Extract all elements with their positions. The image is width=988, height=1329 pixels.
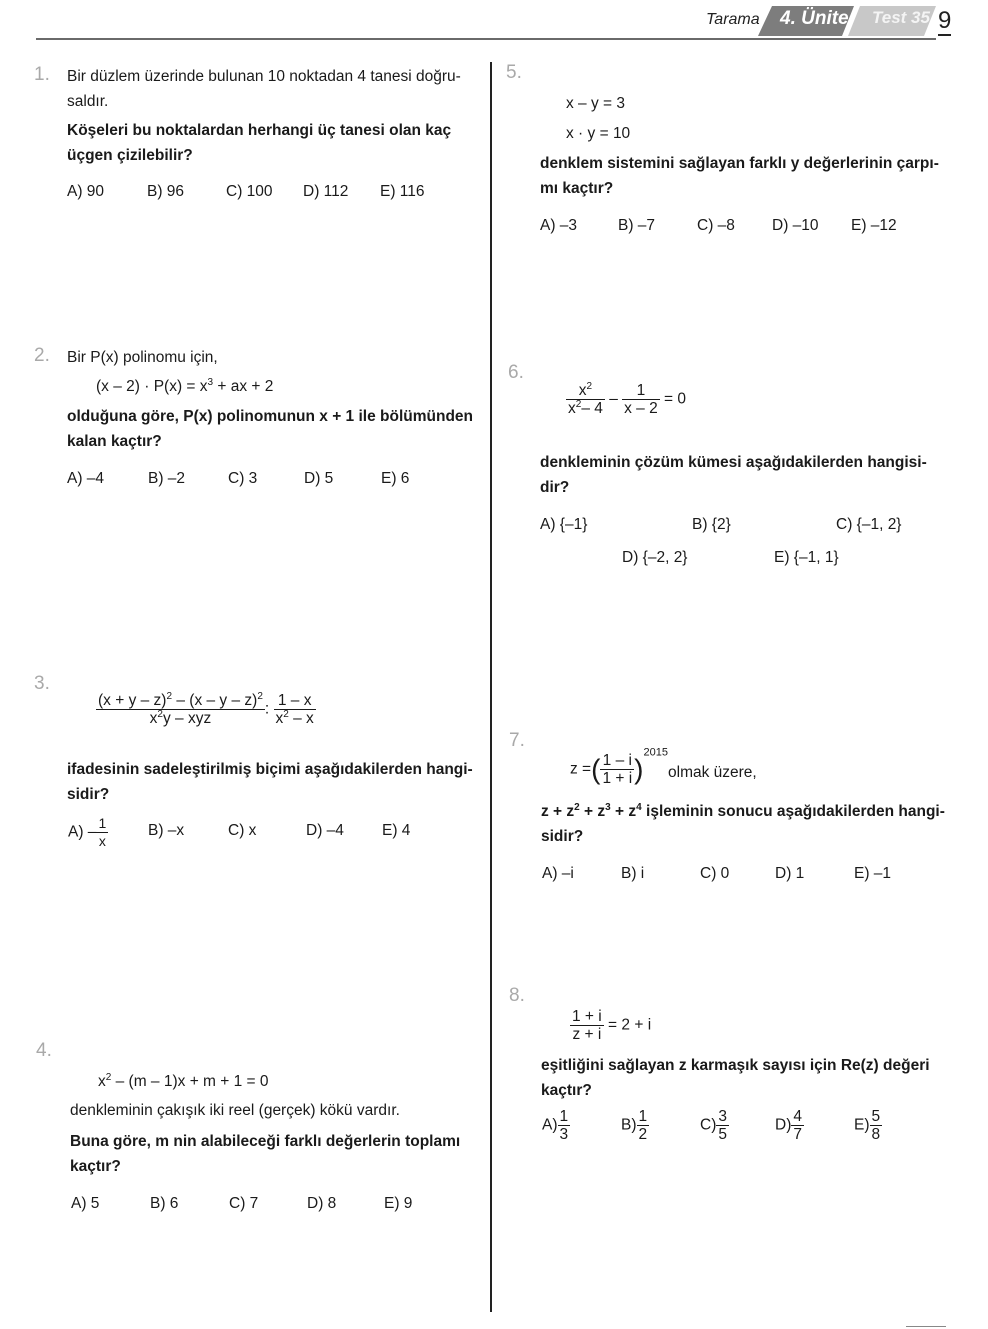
- q5-option-c[interactable]: C) –8: [697, 217, 735, 234]
- q3-number: 3.: [34, 673, 50, 694]
- q7-option-a[interactable]: A) –i: [542, 865, 574, 882]
- q8-option-a[interactable]: [542, 1108, 570, 1143]
- column-divider: [490, 62, 492, 1312]
- q4-text-line1: denkleminin çakışık iki reel (gerçek) kökü vardır.: [70, 1102, 400, 1119]
- header-rule: [36, 38, 936, 40]
- q5-question-line2: mı kaçtır?: [540, 180, 614, 197]
- q6-equation: $\frac{x^2}{x^2- 4}$ – $\frac{1}{x - 2}$ = 0: [568, 380, 687, 417]
- q4-question-line2: kaçtır?: [70, 1158, 121, 1175]
- q4-option-e[interactable]: E) 9: [384, 1195, 413, 1212]
- unite-label: 4. Ünite: [780, 8, 849, 29]
- page-number: 9: [938, 7, 952, 34]
- q6-option-b[interactable]: B) {2}: [692, 516, 731, 533]
- q2-option-c[interactable]: C) 3: [228, 470, 258, 487]
- q6-option-d[interactable]: D) {–2, 2}: [622, 549, 688, 566]
- q8-option-b-num: 1: [638, 1108, 648, 1125]
- q8-option-c-den: 5: [718, 1126, 727, 1143]
- q1-text-line1: Bir düzlem üzerinde bulunan 10 noktadan 4 tanesi doğru-: [67, 68, 461, 85]
- q7-option-b[interactable]: B) i: [621, 865, 645, 882]
- q6-question-line2: dir?: [540, 479, 570, 496]
- q8-option-e-den: 8: [871, 1126, 881, 1143]
- q1-question-line1: Köşeleri bu noktalardan herhangi üç tanesi olan kaç: [67, 122, 452, 139]
- q2-text-line1: Bir P(x) polinomu için,: [67, 349, 218, 366]
- q4-question-line1: Buna göre, m nin alabileceği farklı değerlerin toplamı: [70, 1133, 461, 1150]
- q8-option-c[interactable]: [700, 1108, 729, 1143]
- q1-option-b[interactable]: B) 96: [147, 183, 185, 200]
- q3-option-d[interactable]: D) –4: [306, 822, 344, 839]
- header-tarama: Tarama: [706, 11, 760, 28]
- q8-option-b[interactable]: [621, 1108, 649, 1143]
- q7-question-line1: $z + z^2 + z^3 + z^4$ işleminin sonucu aşağıdakilerden hangi-: [541, 801, 945, 820]
- q4-option-c[interactable]: C) 7: [229, 1195, 259, 1212]
- q4-equation: $x^2 - (m - 1)x + m + 1 = 0$: [98, 1071, 269, 1090]
- q8-number: 8.: [509, 985, 525, 1006]
- q2-option-e[interactable]: E) 6: [381, 470, 410, 487]
- q3-question-line2: sidir?: [67, 786, 110, 803]
- q3-option-a-prefix: A) –: [68, 823, 97, 841]
- q3-option-b[interactable]: B) –x: [148, 822, 185, 839]
- q5-equation2: x · y = 10: [566, 125, 631, 142]
- q2-number: 2.: [34, 345, 50, 366]
- q8-question-line2: kaçtır?: [541, 1082, 592, 1099]
- q2-question-line1: olduğuna göre, P(x) polinomunun x + 1 ile bölümünden: [67, 408, 474, 425]
- bottom-rule: [906, 1326, 946, 1327]
- q8-option-d-den: 7: [793, 1126, 802, 1143]
- q6-question-line1: denkleminin çözüm kümesi aşağıdakilerden hangisi-: [540, 454, 927, 471]
- q8-option-b-den: 2: [638, 1126, 648, 1143]
- q7-question-text: işleminin sonucu aşağıdakilerden hangi-: [646, 803, 945, 820]
- q4-option-d[interactable]: D) 8: [307, 1195, 337, 1212]
- q1-option-e[interactable]: E) 116: [380, 183, 425, 200]
- q3-expression: $\frac{(x + y - z)^2 - (x - y - z)^2}{x^2y - xyz}$ : $\frac{1 - x}{x^2 - x}$: [98, 690, 314, 727]
- q8-option-c-num: 3: [718, 1108, 727, 1125]
- q8-option-d-letter: D): [775, 1116, 792, 1134]
- q7-option-e[interactable]: E) –1: [854, 865, 892, 882]
- q6-option-e[interactable]: E) {–1, 1}: [774, 549, 839, 566]
- q2-option-a[interactable]: A) –4: [67, 470, 105, 487]
- q2-equation: $(x - 2) \cdot P(x) = x^3$ + ax + 2: [96, 376, 274, 395]
- q2-option-d[interactable]: D) 5: [304, 470, 334, 487]
- q2-option-b[interactable]: B) –2: [148, 470, 186, 487]
- q7-text-line1: olmak üzere,: [668, 764, 757, 781]
- q2-question-line2: kalan kaçtır?: [67, 433, 162, 450]
- q5-option-e[interactable]: E) –12: [851, 217, 897, 234]
- q3-option-a[interactable]: A) – $\frac{1}{x}$: [68, 815, 107, 849]
- q6-option-c[interactable]: C) {–1, 2}: [836, 516, 902, 533]
- q5-equation1: x – y = 3: [566, 95, 626, 112]
- q1-option-d[interactable]: D) 112: [303, 183, 349, 200]
- q1-number: 1.: [34, 64, 50, 85]
- q1-option-c[interactable]: C) 100: [226, 183, 273, 200]
- q1-text-line2: saldır.: [67, 93, 109, 110]
- q5-number: 5.: [506, 62, 522, 83]
- q7-option-d[interactable]: D) 1: [775, 865, 805, 882]
- q5-option-b[interactable]: B) –7: [618, 217, 656, 234]
- q8-option-e-num: 5: [871, 1108, 881, 1125]
- q8-option-b-letter: B): [621, 1116, 637, 1134]
- q1-option-a[interactable]: A) 90: [67, 183, 105, 200]
- q7-question-line2: sidir?: [541, 828, 584, 845]
- q5-question-line1: denklem sistemini sağlayan farklı y değerlerinin çarpı-: [540, 155, 939, 172]
- q8-equation: $\frac{1 + i}{\overline{z} + i}$ = 2 + i: [572, 1008, 652, 1043]
- q5-option-d[interactable]: D) –10: [772, 217, 819, 234]
- q4-option-b[interactable]: B) 6: [150, 1195, 179, 1212]
- q5-option-a[interactable]: A) –3: [540, 217, 578, 234]
- q3-question-line1: ifadesinin sadeleştirilmiş biçimi aşağıdakilerden hangi-: [67, 761, 473, 778]
- q8-option-a-den: 3: [559, 1126, 569, 1143]
- q4-option-a[interactable]: A) 5: [71, 1195, 100, 1212]
- q4-number: 4.: [36, 1040, 52, 1061]
- q7-number: 7.: [509, 730, 525, 751]
- q8-question-line1: eşitliğini sağlayan z karmaşık sayısı için Re(z) değeri: [541, 1057, 930, 1074]
- q3-option-e[interactable]: E) 4: [382, 822, 411, 839]
- q8-option-c-letter: C): [700, 1116, 717, 1134]
- q6-number: 6.: [508, 362, 524, 383]
- q8-option-d[interactable]: [775, 1108, 804, 1143]
- q8-option-d-num: 4: [793, 1108, 802, 1125]
- q7-option-c[interactable]: C) 0: [700, 865, 730, 882]
- q8-option-a-letter: A): [542, 1116, 558, 1134]
- q6-option-a[interactable]: A) {–1}: [540, 516, 588, 533]
- test-label: Test 35: [872, 8, 930, 27]
- q8-option-e[interactable]: [854, 1108, 882, 1143]
- q8-option-e-letter: E): [854, 1116, 870, 1134]
- q1-question-line2: üçgen çizilebilir?: [67, 147, 193, 164]
- q3-option-c[interactable]: C) x: [228, 822, 257, 839]
- q7-equation: z =( $\frac{1 - i}{1 + i}$ )$^{2015}$: [570, 746, 668, 787]
- q8-option-a-num: 1: [559, 1108, 569, 1125]
